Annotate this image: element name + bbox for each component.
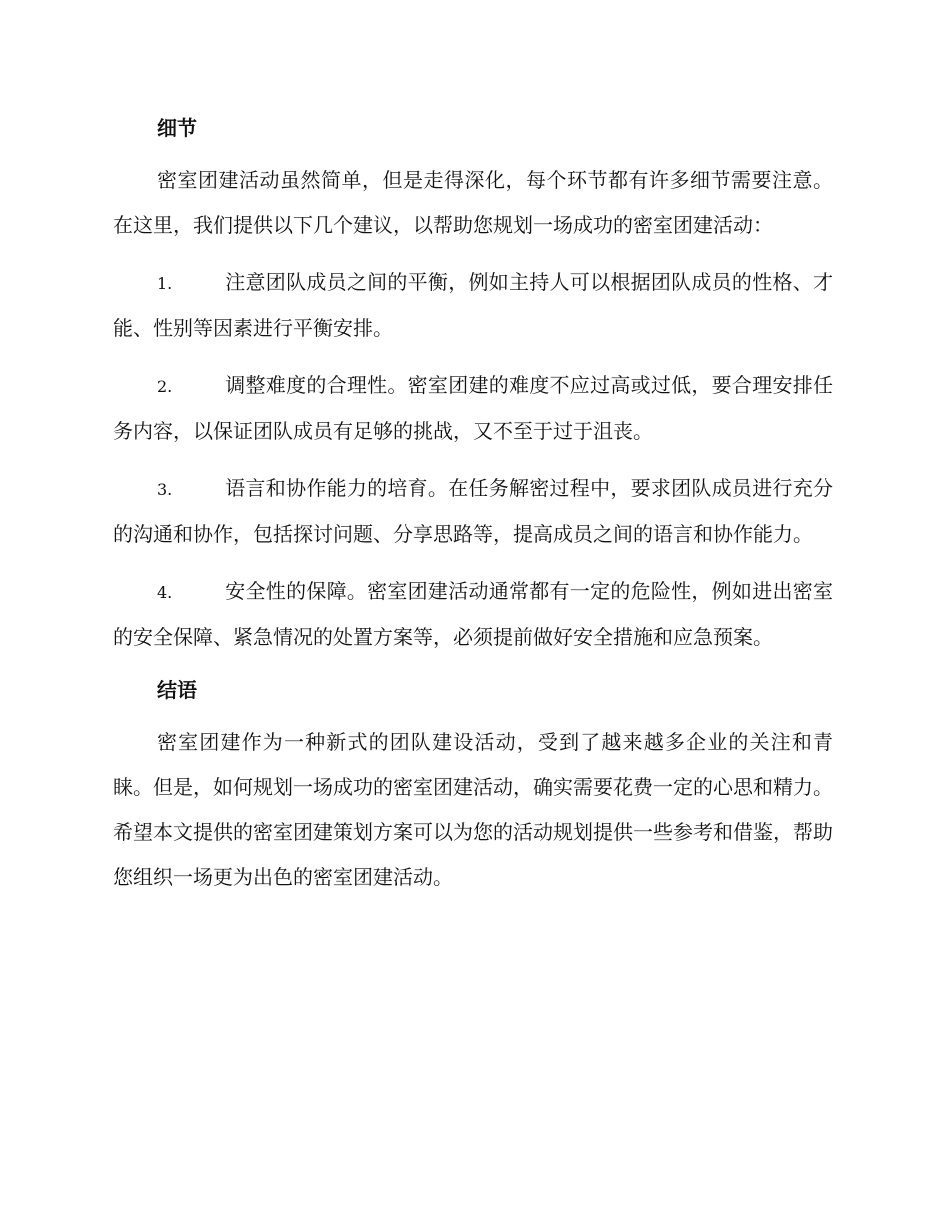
list-item-text: 注意团队成员之间的平衡，例如主持人可以根据团队成员的性格、才能、性别等因素进行平衡安排。 [113, 270, 833, 340]
details-heading: 细节 [157, 116, 197, 140]
document-page [113, 110, 833, 912]
list-item-number: 4. [157, 583, 173, 602]
details-intro-paragraph: 密室团建活动虽然简单，但是走得深化，每个环节都有许多细节需要注意。在这里，我们提供以下几个建议，以帮助您规划一场成功的密室团建活动： [113, 168, 833, 237]
list-item-4 [113, 569, 833, 660]
list-item-text: 安全性的保障。密室团建活动通常都有一定的危险性，例如进出密室的安全保障、紧急情况的处置方案等，必须提前做好安全措施和应急预案。 [113, 579, 833, 649]
list-item-text: 语言和协作能力的培育。在任务解密过程中，要求团队成员进行充分的沟通和协作，包括探讨问题、分享思路等，提高成员之间的语言和协作能力。 [113, 476, 833, 546]
list-item-number: 1. [157, 274, 173, 293]
list-item-2 [113, 363, 833, 454]
list-item-1 [113, 260, 833, 351]
list-item-number: 3. [157, 480, 173, 499]
list-item-number: 2. [157, 377, 173, 396]
list-item-text: 调整难度的合理性。密室团建的难度不应过高或过低，要合理安排任务内容，以保证团队成员有足够的挑战，又不至于过于沮丧。 [113, 373, 833, 443]
conclusion-paragraph: 密室团建作为一种新式的团队建设活动，受到了越来越多企业的关注和青睐。但是，如何规划一场成功的密室团建活动，确实需要花费一定的心思和精力。希望本文提供的密室团建策划方案可以为您的活动规划提供一些参考和借鉴，帮助您组织一场更为出色的密室团建活动。 [113, 730, 833, 889]
conclusion-heading: 结语 [157, 678, 197, 702]
list-item-3 [113, 466, 833, 557]
